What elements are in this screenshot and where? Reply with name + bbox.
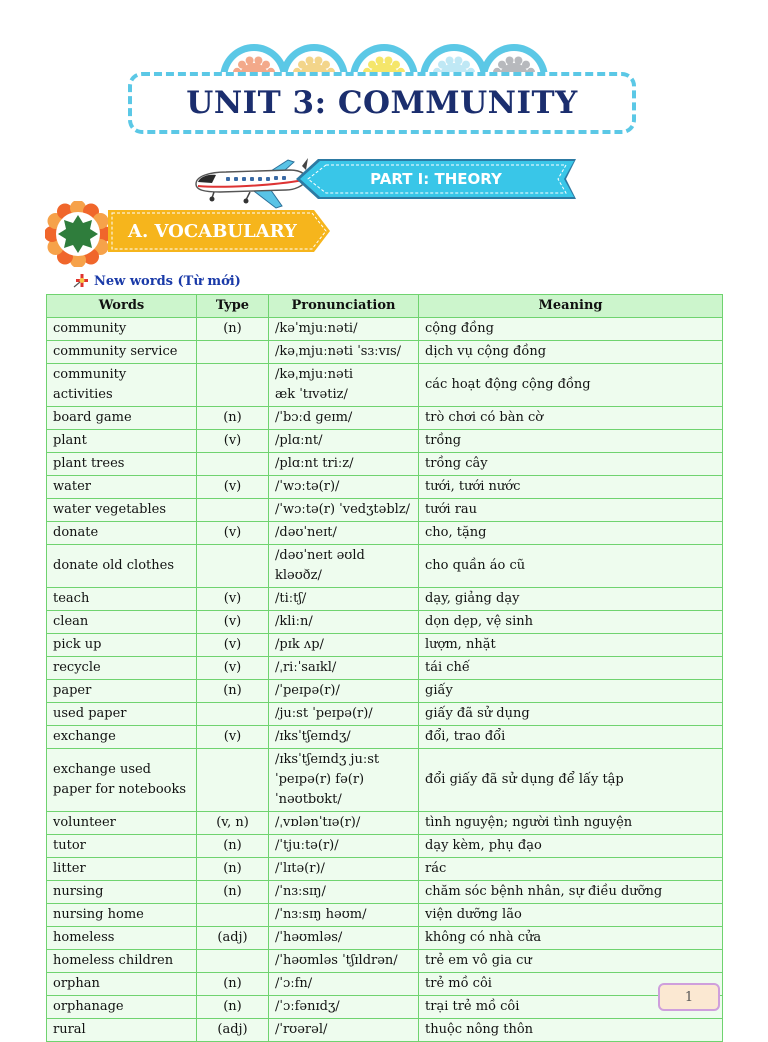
type-cell bbox=[197, 453, 269, 476]
table-row bbox=[47, 634, 723, 657]
word-cell: tutor bbox=[47, 835, 197, 858]
type-cell: (v) bbox=[197, 588, 269, 611]
pronunciation-cell: /ˈnɜːsɪŋ/ bbox=[269, 881, 419, 904]
pronunciation-cell: /ˈlɪtə(r)/ bbox=[269, 858, 419, 881]
word-cell: water vegetables bbox=[47, 499, 197, 522]
type-cell: (v) bbox=[197, 611, 269, 634]
pronunciation-cell: /kliːn/ bbox=[269, 611, 419, 634]
word-cell: plant bbox=[47, 430, 197, 453]
pronunciation-cell: /ˈpeɪpə(r)/ bbox=[269, 680, 419, 703]
table-row bbox=[47, 927, 723, 950]
pronunciation-cell: /ˈnɜːsɪŋ həʊm/ bbox=[269, 904, 419, 927]
type-cell: (v) bbox=[197, 522, 269, 545]
table-row bbox=[47, 545, 723, 588]
new-words-label: New words (Từ mới) bbox=[94, 273, 241, 289]
pronunciation-cell: /ˌriːˈsaɪkl/ bbox=[269, 657, 419, 680]
pronunciation-cell: /ˈhəʊmləs ˈtʃɪldrən/ bbox=[269, 950, 419, 973]
word-cell: paper bbox=[47, 680, 197, 703]
type-cell bbox=[197, 499, 269, 522]
word-cell: plant trees bbox=[47, 453, 197, 476]
word-cell: homeless bbox=[47, 927, 197, 950]
meaning-cell: dọn dẹp, vệ sinh bbox=[419, 611, 723, 634]
type-cell: (n) bbox=[197, 858, 269, 881]
table-row bbox=[47, 407, 723, 430]
type-cell: (v) bbox=[197, 634, 269, 657]
table-row bbox=[47, 588, 723, 611]
page-number: 1 bbox=[658, 983, 720, 1011]
table-row bbox=[47, 749, 723, 812]
pronunciation-cell: /ˈɔːfn/ bbox=[269, 973, 419, 996]
table-row bbox=[47, 680, 723, 703]
header-meaning: Meaning bbox=[419, 295, 723, 318]
meaning-cell: dạy kèm, phụ đạo bbox=[419, 835, 723, 858]
table-row bbox=[47, 341, 723, 364]
type-cell bbox=[197, 904, 269, 927]
table-row bbox=[47, 858, 723, 881]
word-cell: nursing bbox=[47, 881, 197, 904]
pronunciation-cell: /kəˌmjuːnəti æk ˈtɪvətiz/ bbox=[269, 364, 419, 407]
word-cell: exchange used paper for notebooks bbox=[47, 749, 197, 812]
meaning-cell: trẻ em vô gia cư bbox=[419, 950, 723, 973]
meaning-cell: tưới, tưới nước bbox=[419, 476, 723, 499]
type-cell: (n) bbox=[197, 881, 269, 904]
meaning-cell: dịch vụ cộng đồng bbox=[419, 341, 723, 364]
header-words: Words bbox=[47, 295, 197, 318]
table-row bbox=[47, 318, 723, 341]
header-pronunciation: Pronunciation bbox=[269, 295, 419, 318]
pronunciation-cell: /ˈtjuːtə(r)/ bbox=[269, 835, 419, 858]
type-cell: (n) bbox=[197, 680, 269, 703]
table-row bbox=[47, 703, 723, 726]
type-cell: (v) bbox=[197, 726, 269, 749]
meaning-cell: cho quần áo cũ bbox=[419, 545, 723, 588]
vocabulary-table bbox=[46, 294, 723, 1042]
table-row bbox=[47, 904, 723, 927]
word-cell: clean bbox=[47, 611, 197, 634]
pronunciation-cell: /kəˈmjuːnəti/ bbox=[269, 318, 419, 341]
pronunciation-cell: /plɑːnt/ bbox=[269, 430, 419, 453]
word-cell: recycle bbox=[47, 657, 197, 680]
word-cell: volunteer bbox=[47, 812, 197, 835]
type-cell bbox=[197, 749, 269, 812]
pronunciation-cell: /dəʊˈneɪt əʊld kləʊðz/ bbox=[269, 545, 419, 588]
airplane-icon bbox=[190, 156, 310, 212]
word-cell: orphan bbox=[47, 973, 197, 996]
meaning-cell: giấy bbox=[419, 680, 723, 703]
word-cell: community activities bbox=[47, 364, 197, 407]
type-cell bbox=[197, 364, 269, 407]
type-cell: (n) bbox=[197, 996, 269, 1019]
word-cell: donate bbox=[47, 522, 197, 545]
meaning-cell: đổi, trao đổi bbox=[419, 726, 723, 749]
type-cell: (v) bbox=[197, 476, 269, 499]
table-row bbox=[47, 476, 723, 499]
table-row bbox=[47, 453, 723, 476]
meaning-cell: không có nhà cửa bbox=[419, 927, 723, 950]
pronunciation-cell: /ˈwɔːtə(r) ˈvedʒtəblz/ bbox=[269, 499, 419, 522]
header-type: Type bbox=[197, 295, 269, 318]
type-cell: (adj) bbox=[197, 1019, 269, 1042]
pronunciation-cell: /pɪk ʌp/ bbox=[269, 634, 419, 657]
pronunciation-cell: /dəʊˈneɪt/ bbox=[269, 522, 419, 545]
word-cell: litter bbox=[47, 858, 197, 881]
section-title: A. VOCABULARY bbox=[128, 220, 297, 242]
table-row bbox=[47, 881, 723, 904]
table-row bbox=[47, 499, 723, 522]
meaning-cell: trồng bbox=[419, 430, 723, 453]
meaning-cell: tái chế bbox=[419, 657, 723, 680]
pin-icon bbox=[72, 273, 90, 289]
flower-emblem-icon bbox=[45, 201, 111, 267]
table-row bbox=[47, 657, 723, 680]
meaning-cell: chăm sóc bệnh nhân, sự điều dưỡng bbox=[419, 881, 723, 904]
pronunciation-cell: /ɪksˈtʃeɪndʒ/ bbox=[269, 726, 419, 749]
table-header-row bbox=[47, 295, 723, 318]
word-cell: rural bbox=[47, 1019, 197, 1042]
word-cell: exchange bbox=[47, 726, 197, 749]
meaning-cell: trồng cây bbox=[419, 453, 723, 476]
word-cell: board game bbox=[47, 407, 197, 430]
pronunciation-cell: /ˈhəʊmləs/ bbox=[269, 927, 419, 950]
table-row bbox=[47, 522, 723, 545]
table-row bbox=[47, 726, 723, 749]
meaning-cell: rác bbox=[419, 858, 723, 881]
word-cell: nursing home bbox=[47, 904, 197, 927]
pronunciation-cell: /kəˌmjuːnəti ˈsɜːvɪs/ bbox=[269, 341, 419, 364]
table-row bbox=[47, 611, 723, 634]
word-cell: donate old clothes bbox=[47, 545, 197, 588]
pronunciation-cell: /tiːtʃ/ bbox=[269, 588, 419, 611]
pronunciation-cell: /ˈɔːfənɪdʒ/ bbox=[269, 996, 419, 1019]
table-row bbox=[47, 835, 723, 858]
word-cell: homeless children bbox=[47, 950, 197, 973]
type-cell: (v, n) bbox=[197, 812, 269, 835]
table-row bbox=[47, 996, 723, 1019]
type-cell: (adj) bbox=[197, 927, 269, 950]
pronunciation-cell: /ˈrʊərəl/ bbox=[269, 1019, 419, 1042]
word-cell: community bbox=[47, 318, 197, 341]
meaning-cell: trò chơi có bàn cờ bbox=[419, 407, 723, 430]
table-row bbox=[47, 950, 723, 973]
type-cell: (n) bbox=[197, 407, 269, 430]
type-cell: (n) bbox=[197, 318, 269, 341]
pronunciation-cell: /ɪksˈtʃeɪndʒ juːst ˈpeɪpə(r) fə(r) ˈnəʊtbʊkt/ bbox=[269, 749, 419, 812]
table-body bbox=[47, 318, 723, 1042]
meaning-cell: cộng đồng bbox=[419, 318, 723, 341]
type-cell bbox=[197, 950, 269, 973]
word-cell: teach bbox=[47, 588, 197, 611]
word-cell: orphanage bbox=[47, 996, 197, 1019]
meaning-cell: giấy đã sử dụng bbox=[419, 703, 723, 726]
unit-title-box bbox=[128, 72, 636, 134]
table-row bbox=[47, 364, 723, 407]
meaning-cell: lượm, nhặt bbox=[419, 634, 723, 657]
word-cell: used paper bbox=[47, 703, 197, 726]
meaning-cell: tưới rau bbox=[419, 499, 723, 522]
meaning-cell: viện dưỡng lão bbox=[419, 904, 723, 927]
meaning-cell: tình nguyện; người tình nguyện bbox=[419, 812, 723, 835]
word-cell: community service bbox=[47, 341, 197, 364]
type-cell: (v) bbox=[197, 430, 269, 453]
pronunciation-cell: /ˈbɔːd ɡeɪm/ bbox=[269, 407, 419, 430]
meaning-cell: đổi giấy đã sử dụng để lấy tập bbox=[419, 749, 723, 812]
type-cell: (n) bbox=[197, 973, 269, 996]
pronunciation-cell: /plɑːnt triːz/ bbox=[269, 453, 419, 476]
table-row bbox=[47, 1019, 723, 1042]
meaning-cell: trẻ mồ côi bbox=[419, 973, 723, 996]
meaning-cell: thuộc nông thôn bbox=[419, 1019, 723, 1042]
type-cell bbox=[197, 703, 269, 726]
type-cell bbox=[197, 545, 269, 588]
meaning-cell: trại trẻ mồ côi bbox=[419, 996, 723, 1019]
word-cell: pick up bbox=[47, 634, 197, 657]
page-title: UNIT 3: COMMUNITY bbox=[186, 85, 578, 121]
table-row bbox=[47, 812, 723, 835]
meaning-cell: các hoạt động cộng đồng bbox=[419, 364, 723, 407]
new-words-heading bbox=[72, 273, 241, 289]
type-cell: (n) bbox=[197, 835, 269, 858]
meaning-cell: dạy, giảng dạy bbox=[419, 588, 723, 611]
table-row bbox=[47, 430, 723, 453]
pronunciation-cell: /juːst ˈpeɪpə(r)/ bbox=[269, 703, 419, 726]
pronunciation-cell: /ˈwɔːtə(r)/ bbox=[269, 476, 419, 499]
type-cell bbox=[197, 341, 269, 364]
part-heading: PART I: THEORY bbox=[370, 170, 502, 188]
word-cell: water bbox=[47, 476, 197, 499]
table-row bbox=[47, 973, 723, 996]
pronunciation-cell: /ˌvɒlənˈtɪə(r)/ bbox=[269, 812, 419, 835]
type-cell: (v) bbox=[197, 657, 269, 680]
meaning-cell: cho, tặng bbox=[419, 522, 723, 545]
